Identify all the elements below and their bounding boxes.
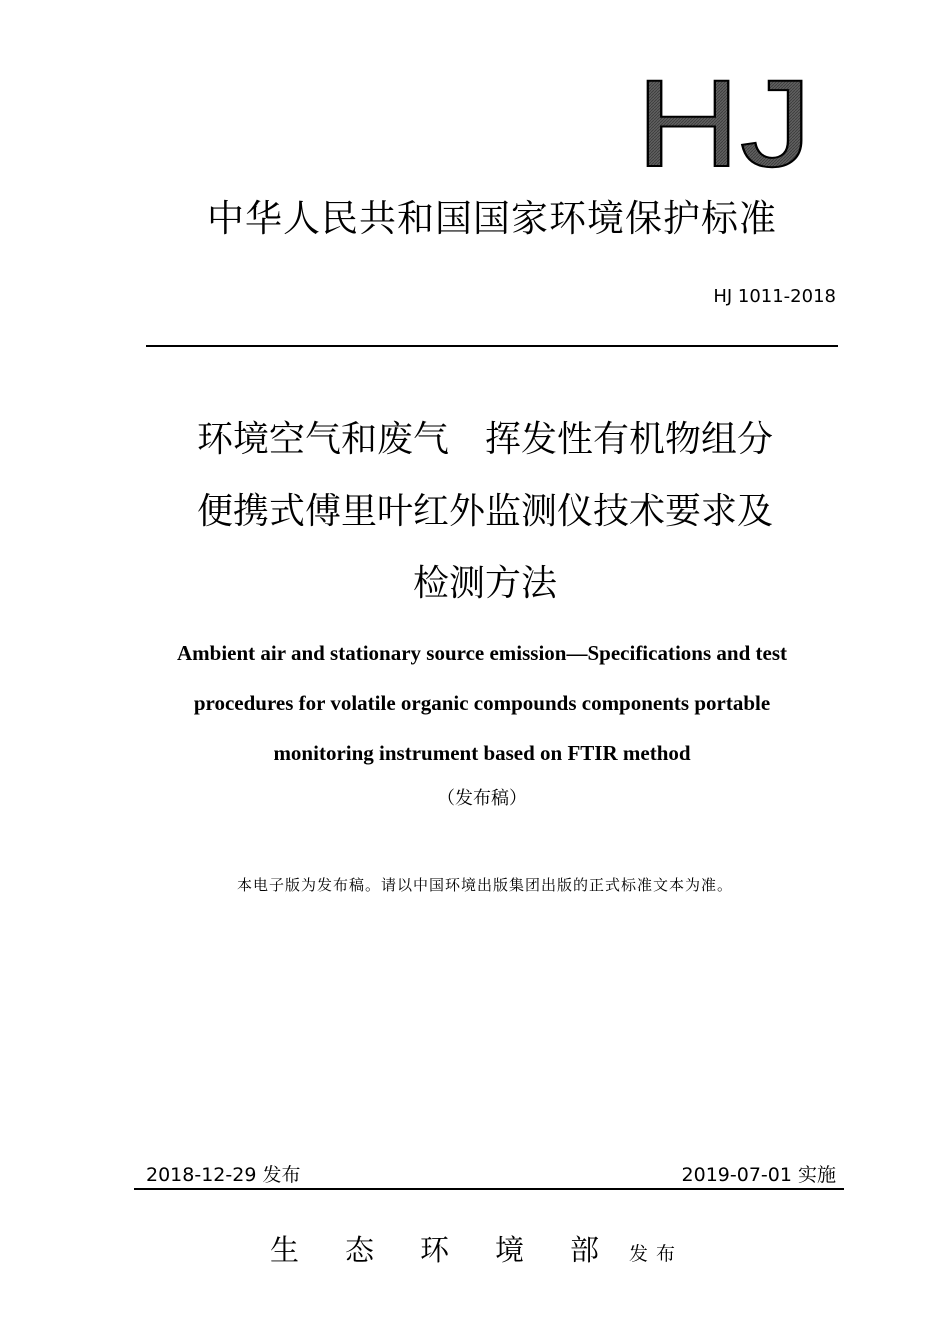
- english-title-line: monitoring instrument based on FTIR method: [273, 741, 691, 765]
- english-title: [0, 628, 950, 778]
- issuer-action: 发布: [629, 1243, 684, 1265]
- hj-logo: [636, 72, 814, 172]
- effective-date: 2019-07-01 实施: [681, 1164, 836, 1186]
- national-standard-title: 中华人民共和国国家环境保护标准: [207, 197, 777, 240]
- issue-date: 2018-12-29 发布: [146, 1164, 301, 1186]
- english-title-line: procedures for volatile organic compounds components portable: [193, 691, 771, 715]
- issuing-authority: 生态环境部: [270, 1233, 646, 1267]
- chinese-title-line: 检测方法: [412, 563, 557, 604]
- chinese-title: [0, 404, 950, 620]
- header-divider: [146, 345, 838, 347]
- hj-logo-text: HJ: [636, 72, 812, 172]
- issuer-line: [270, 1228, 683, 1269]
- electronic-version-notice: 本电子版为发布稿。请以中国环境出版集团出版的正式标准文本为准。: [236, 876, 733, 894]
- footer-divider: [134, 1188, 844, 1190]
- hj-logo-graphic: [636, 72, 814, 172]
- english-title-line: Ambient air and stationary source emission—Specifications and test: [177, 641, 787, 665]
- standard-code: HJ 1011-2018: [713, 286, 836, 307]
- draft-mark: （发布稿）: [437, 788, 527, 809]
- chinese-title-line: 便携式傅里叶红外监测仪技术要求及: [196, 491, 773, 532]
- chinese-title-line: 环境空气和废气 挥发性有机物组分: [196, 419, 773, 460]
